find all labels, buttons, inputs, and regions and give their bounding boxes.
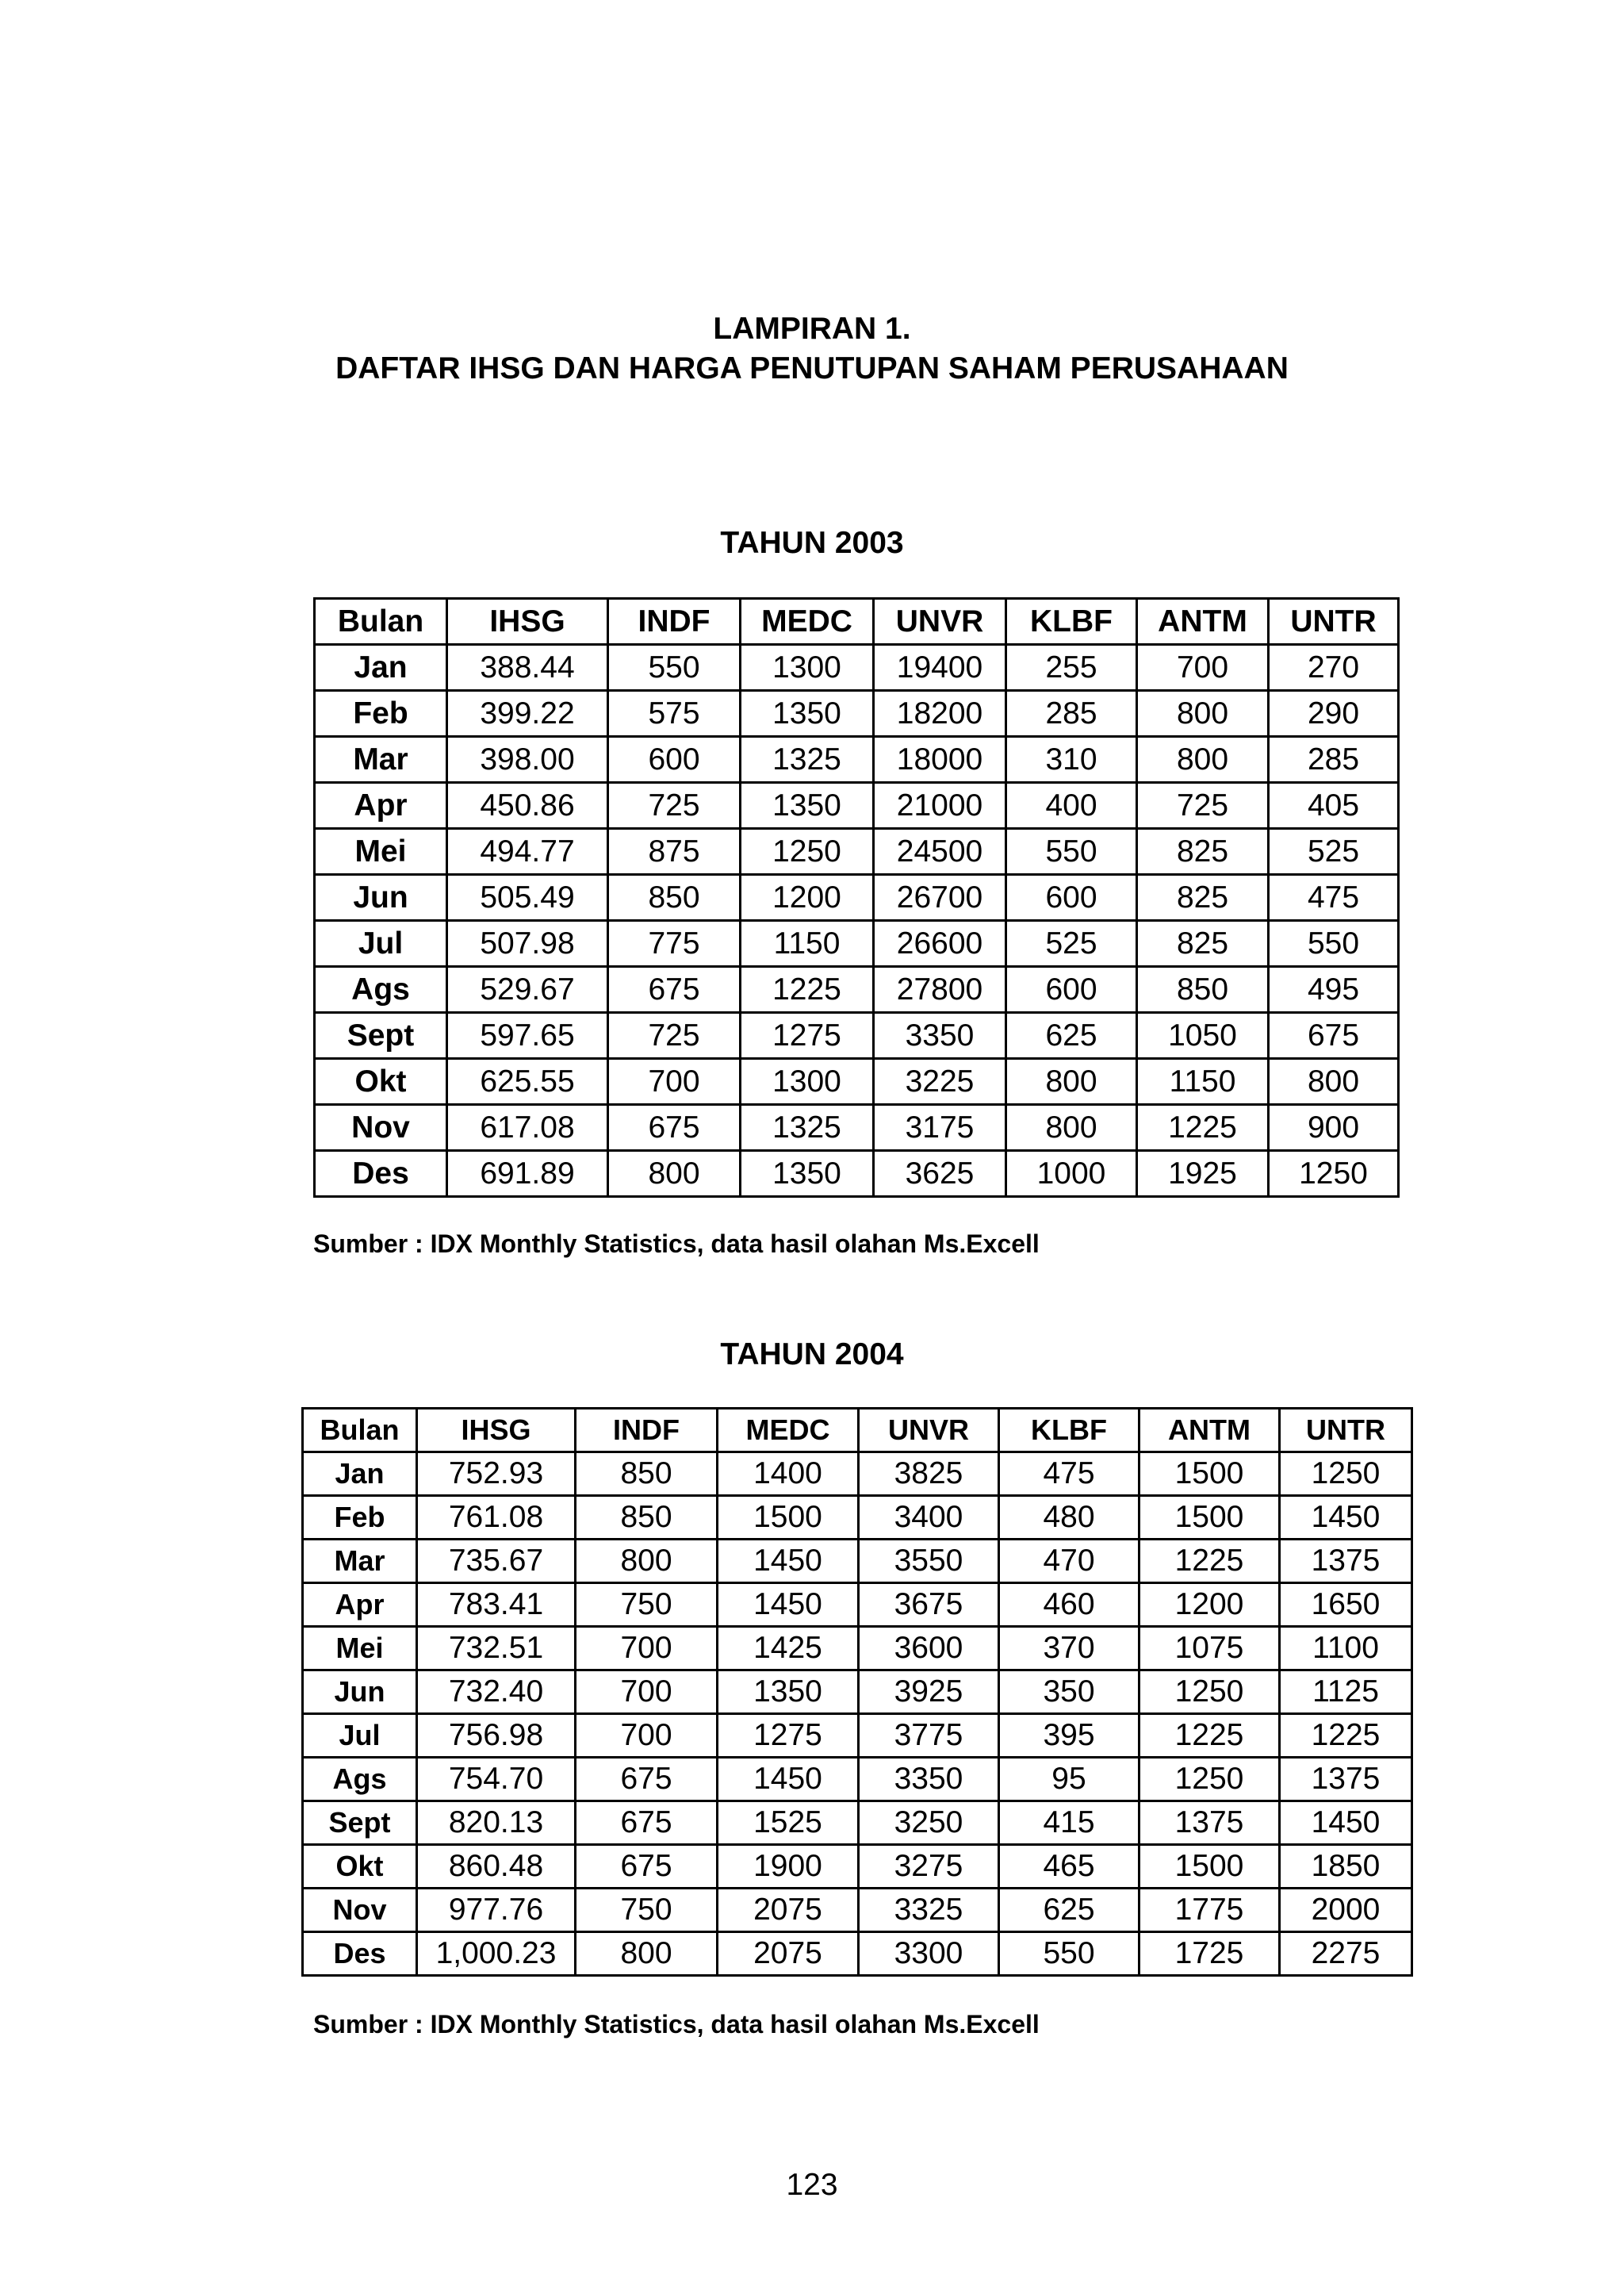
table-cell: 1375 (1280, 1758, 1412, 1801)
column-header-klbf: KLBF (999, 1409, 1139, 1452)
table-2003 (313, 597, 1400, 1198)
row-label-month: Mei (303, 1627, 417, 1670)
table-cell: 825 (1137, 829, 1269, 875)
table-cell: 1100 (1280, 1627, 1412, 1670)
table-cell: 1000 (1006, 1151, 1137, 1197)
table-cell: 691.89 (447, 1151, 608, 1197)
column-header-medc: MEDC (741, 599, 874, 645)
table-cell: 1525 (718, 1801, 859, 1845)
table-cell: 475 (1269, 875, 1399, 921)
table-cell: 1375 (1139, 1801, 1280, 1845)
table-cell: 732.40 (417, 1670, 576, 1714)
table-cell: 1250 (1280, 1452, 1412, 1496)
table-cell: 285 (1269, 737, 1399, 783)
table-cell: 850 (576, 1496, 718, 1540)
table-row (315, 691, 1399, 737)
table-cell: 1725 (1139, 1932, 1280, 1976)
table-cell: 850 (608, 875, 741, 921)
table-cell: 1325 (741, 737, 874, 783)
table-row (303, 1670, 1412, 1714)
table-row (315, 645, 1399, 691)
table-cell: 775 (608, 921, 741, 967)
table-cell: 1225 (1139, 1714, 1280, 1758)
row-label-month: Des (303, 1932, 417, 1976)
table-cell: 18000 (874, 737, 1006, 783)
table-row (315, 967, 1399, 1013)
table-cell: 3325 (859, 1889, 999, 1932)
table-cell: 625.55 (447, 1059, 608, 1105)
table-cell: 3550 (859, 1540, 999, 1583)
table-cell: 754.70 (417, 1758, 576, 1801)
table-cell: 1225 (1139, 1540, 1280, 1583)
table-cell: 900 (1269, 1105, 1399, 1151)
table-cell: 3775 (859, 1714, 999, 1758)
table-cell: 310 (1006, 737, 1137, 783)
table-cell: 1650 (1280, 1583, 1412, 1627)
table-cell: 1500 (1139, 1452, 1280, 1496)
table-row (315, 1105, 1399, 1151)
table-cell: 761.08 (417, 1496, 576, 1540)
table-cell: 550 (1269, 921, 1399, 967)
table-cell: 700 (576, 1627, 718, 1670)
table-cell: 465 (999, 1845, 1139, 1889)
row-label-month: Nov (315, 1105, 447, 1151)
table-cell: 1925 (1137, 1151, 1269, 1197)
table-cell: 1200 (741, 875, 874, 921)
table-cell: 700 (1137, 645, 1269, 691)
table-row (303, 1801, 1412, 1845)
table-cell: 405 (1269, 783, 1399, 829)
table-cell: 1450 (718, 1583, 859, 1627)
table-cell: 675 (576, 1758, 718, 1801)
column-header-antm: ANTM (1139, 1409, 1280, 1452)
table-cell: 255 (1006, 645, 1137, 691)
table-cell: 675 (608, 967, 741, 1013)
row-label-month: Okt (315, 1059, 447, 1105)
table-row (315, 1151, 1399, 1197)
table-2003-header (315, 599, 1399, 645)
table-row (315, 921, 1399, 967)
table-cell: 507.98 (447, 921, 608, 967)
table-cell: 875 (608, 829, 741, 875)
table-row (315, 783, 1399, 829)
table-cell: 1375 (1280, 1540, 1412, 1583)
row-label-month: Ags (315, 967, 447, 1013)
column-header-bulan: Bulan (303, 1409, 417, 1452)
table-row (303, 1583, 1412, 1627)
table-cell: 800 (1269, 1059, 1399, 1105)
row-label-month: Sept (303, 1801, 417, 1845)
table-cell: 475 (999, 1452, 1139, 1496)
table-cell: 625 (999, 1889, 1139, 1932)
row-label-month: Mei (315, 829, 447, 875)
table-cell: 756.98 (417, 1714, 576, 1758)
row-label-month: Des (315, 1151, 447, 1197)
table-cell: 285 (1006, 691, 1137, 737)
table-row (303, 1758, 1412, 1801)
table-cell: 1350 (741, 783, 874, 829)
row-label-month: Okt (303, 1845, 417, 1889)
table-cell: 1350 (718, 1670, 859, 1714)
table-cell: 1075 (1139, 1627, 1280, 1670)
page-number: 123 (786, 2168, 838, 2202)
table-cell: 495 (1269, 967, 1399, 1013)
column-header-klbf: KLBF (1006, 599, 1137, 645)
table-cell: 415 (999, 1801, 1139, 1845)
table-cell: 3175 (874, 1105, 1006, 1151)
table-cell: 1125 (1280, 1670, 1412, 1714)
table-cell: 1850 (1280, 1845, 1412, 1889)
table-cell: 1250 (1269, 1151, 1399, 1197)
table-cell: 675 (576, 1801, 718, 1845)
table-cell: 800 (1137, 691, 1269, 737)
table-cell: 3600 (859, 1627, 999, 1670)
table-cell: 270 (1269, 645, 1399, 691)
header-row (315, 599, 1399, 645)
row-label-month: Mar (315, 737, 447, 783)
table-cell: 860.48 (417, 1845, 576, 1889)
row-label-month: Feb (303, 1496, 417, 1540)
table-cell: 1400 (718, 1452, 859, 1496)
table-cell: 505.49 (447, 875, 608, 921)
table-cell: 1275 (741, 1013, 874, 1059)
table-cell: 1275 (718, 1714, 859, 1758)
table-cell: 3400 (859, 1496, 999, 1540)
row-label-month: Jun (315, 875, 447, 921)
table-cell: 350 (999, 1670, 1139, 1714)
column-header-bulan: Bulan (315, 599, 447, 645)
table-cell: 1250 (741, 829, 874, 875)
table-row (315, 737, 1399, 783)
table-cell: 800 (1006, 1059, 1137, 1105)
table-cell: 27800 (874, 967, 1006, 1013)
table-row (303, 1452, 1412, 1496)
heading-line-2: DAFTAR IHSG DAN HARGA PENUTUPAN SAHAM PERUSAHAAN (335, 351, 1289, 385)
table-row (303, 1714, 1412, 1758)
row-label-month: Jan (315, 645, 447, 691)
table-cell: 750 (576, 1889, 718, 1932)
column-header-untr: UNTR (1280, 1409, 1412, 1452)
table-cell: 1450 (718, 1540, 859, 1583)
table-cell: 617.08 (447, 1105, 608, 1151)
table-cell: 1150 (1137, 1059, 1269, 1105)
table-cell: 1250 (1139, 1758, 1280, 1801)
table-cell: 470 (999, 1540, 1139, 1583)
table-cell: 1350 (741, 1151, 874, 1197)
table-cell: 1450 (718, 1758, 859, 1801)
column-header-ihsg: IHSG (417, 1409, 576, 1452)
table-cell: 2000 (1280, 1889, 1412, 1932)
table-cell: 1225 (741, 967, 874, 1013)
table-cell: 1425 (718, 1627, 859, 1670)
table-cell: 700 (576, 1714, 718, 1758)
table-cell: 735.67 (417, 1540, 576, 1583)
table-cell: 675 (1269, 1013, 1399, 1059)
row-label-month: Jun (303, 1670, 417, 1714)
table-row (303, 1845, 1412, 1889)
header-row (303, 1409, 1412, 1452)
table-cell: 3925 (859, 1670, 999, 1714)
table-cell: 1250 (1139, 1670, 1280, 1714)
table-cell: 725 (608, 783, 741, 829)
table-cell: 1500 (1139, 1845, 1280, 1889)
table-cell: 600 (608, 737, 741, 783)
table-cell: 1200 (1139, 1583, 1280, 1627)
table-cell: 800 (1137, 737, 1269, 783)
table-cell: 725 (1137, 783, 1269, 829)
table-cell: 1500 (718, 1496, 859, 1540)
table-cell: 21000 (874, 783, 1006, 829)
table-2003-body (315, 645, 1399, 1197)
table-row (303, 1496, 1412, 1540)
table-cell: 1350 (741, 691, 874, 737)
table-cell: 3300 (859, 1932, 999, 1976)
table-row (315, 1059, 1399, 1105)
table-cell: 1150 (741, 921, 874, 967)
table-2004-title: TAHUN 2004 (720, 1337, 904, 1371)
row-label-month: Apr (315, 783, 447, 829)
table-cell: 750 (576, 1583, 718, 1627)
table-2003-source: Sumber : IDX Monthly Statistics, data hasil olahan Ms.Excell (313, 1229, 1040, 1258)
table-row (303, 1932, 1412, 1976)
table-cell: 1300 (741, 645, 874, 691)
table-cell: 700 (576, 1670, 718, 1714)
table-cell: 1325 (741, 1105, 874, 1151)
table-cell: 732.51 (417, 1627, 576, 1670)
table-cell: 820.13 (417, 1801, 576, 1845)
row-label-month: Jul (315, 921, 447, 967)
table-cell: 600 (1006, 875, 1137, 921)
table-cell: 480 (999, 1496, 1139, 1540)
table-cell: 3250 (859, 1801, 999, 1845)
table-cell: 398.00 (447, 737, 608, 783)
table-cell: 725 (608, 1013, 741, 1059)
table-cell: 1050 (1137, 1013, 1269, 1059)
table-cell: 825 (1137, 921, 1269, 967)
table-2004 (301, 1407, 1413, 1977)
column-header-medc: MEDC (718, 1409, 859, 1452)
table-cell: 550 (1006, 829, 1137, 875)
column-header-unvr: UNVR (859, 1409, 999, 1452)
table-cell: 752.93 (417, 1452, 576, 1496)
table-cell: 1450 (1280, 1496, 1412, 1540)
table-cell: 800 (1006, 1105, 1137, 1151)
table-row (303, 1627, 1412, 1670)
table-cell: 1300 (741, 1059, 874, 1105)
table-cell: 3225 (874, 1059, 1006, 1105)
table-cell: 3625 (874, 1151, 1006, 1197)
table-cell: 370 (999, 1627, 1139, 1670)
table-cell: 525 (1006, 921, 1137, 967)
table-2004-header (303, 1409, 1412, 1452)
row-label-month: Jul (303, 1714, 417, 1758)
table-2003-title: TAHUN 2003 (720, 526, 904, 560)
row-label-month: Feb (315, 691, 447, 737)
row-label-month: Ags (303, 1758, 417, 1801)
table-row (315, 829, 1399, 875)
table-cell: 2275 (1280, 1932, 1412, 1976)
table-2004-source: Sumber : IDX Monthly Statistics, data hasil olahan Ms.Excell (313, 2010, 1040, 2038)
table-cell: 1225 (1137, 1105, 1269, 1151)
table-cell: 19400 (874, 645, 1006, 691)
table-cell: 395 (999, 1714, 1139, 1758)
table-cell: 850 (576, 1452, 718, 1496)
table-cell: 3350 (859, 1758, 999, 1801)
table-cell: 529.67 (447, 967, 608, 1013)
table-cell: 1225 (1280, 1714, 1412, 1758)
table-cell: 3350 (874, 1013, 1006, 1059)
table-row (303, 1889, 1412, 1932)
table-cell: 675 (576, 1845, 718, 1889)
table-row (303, 1540, 1412, 1583)
table-cell: 800 (576, 1932, 718, 1976)
table-cell: 3675 (859, 1583, 999, 1627)
table-cell: 1775 (1139, 1889, 1280, 1932)
column-header-indf: INDF (608, 599, 741, 645)
column-header-untr: UNTR (1269, 599, 1399, 645)
table-cell: 494.77 (447, 829, 608, 875)
table-cell: 24500 (874, 829, 1006, 875)
table-cell: 26600 (874, 921, 1006, 967)
column-header-indf: INDF (576, 1409, 718, 1452)
table-row (315, 875, 1399, 921)
table-cell: 3825 (859, 1452, 999, 1496)
table-cell: 3275 (859, 1845, 999, 1889)
row-label-month: Apr (303, 1583, 417, 1627)
table-cell: 977.76 (417, 1889, 576, 1932)
table-cell: 550 (999, 1932, 1139, 1976)
table-2004-body (303, 1452, 1412, 1976)
column-header-ihsg: IHSG (447, 599, 608, 645)
table-cell: 550 (608, 645, 741, 691)
row-label-month: Jan (303, 1452, 417, 1496)
table-cell: 18200 (874, 691, 1006, 737)
table-cell: 1900 (718, 1845, 859, 1889)
table-cell: 575 (608, 691, 741, 737)
table-cell: 850 (1137, 967, 1269, 1013)
table-row (315, 1013, 1399, 1059)
table-cell: 675 (608, 1105, 741, 1151)
table-cell: 460 (999, 1583, 1139, 1627)
table-cell: 800 (576, 1540, 718, 1583)
table-cell: 400 (1006, 783, 1137, 829)
table-cell: 450.86 (447, 783, 608, 829)
heading-line-1: LAMPIRAN 1. (713, 312, 911, 346)
row-label-month: Nov (303, 1889, 417, 1932)
table-cell: 625 (1006, 1013, 1137, 1059)
table-cell: 700 (608, 1059, 741, 1105)
row-label-month: Mar (303, 1540, 417, 1583)
row-label-month: Sept (315, 1013, 447, 1059)
table-cell: 800 (608, 1151, 741, 1197)
table-cell: 290 (1269, 691, 1399, 737)
table-cell: 26700 (874, 875, 1006, 921)
column-header-unvr: UNVR (874, 599, 1006, 645)
column-header-antm: ANTM (1137, 599, 1269, 645)
table-cell: 2075 (718, 1889, 859, 1932)
table-cell: 783.41 (417, 1583, 576, 1627)
table-cell: 825 (1137, 875, 1269, 921)
table-cell: 1,000.23 (417, 1932, 576, 1976)
table-cell: 388.44 (447, 645, 608, 691)
table-cell: 597.65 (447, 1013, 608, 1059)
table-cell: 2075 (718, 1932, 859, 1976)
table-cell: 1500 (1139, 1496, 1280, 1540)
table-cell: 95 (999, 1758, 1139, 1801)
table-cell: 600 (1006, 967, 1137, 1013)
table-cell: 399.22 (447, 691, 608, 737)
table-cell: 525 (1269, 829, 1399, 875)
table-cell: 1450 (1280, 1801, 1412, 1845)
